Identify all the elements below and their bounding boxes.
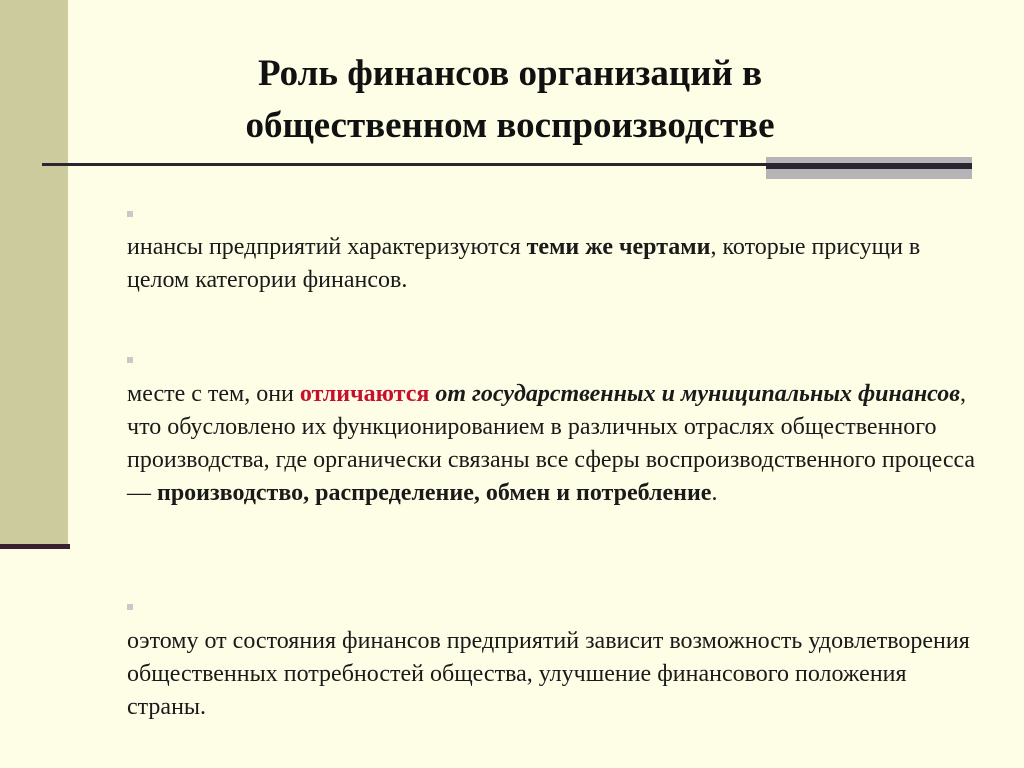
title-accent-line: [766, 166, 972, 169]
title-line-2: общественном воспроизводстве: [245, 105, 775, 146]
paragraph-3: [127, 625, 987, 724]
p3-text: оэтому от состояния финансов предприятий зависит возможность удовлетворения общественных потребностей общества, улучшение финансового положения страны.: [127, 628, 970, 720]
bullet-marker-1: [127, 211, 133, 217]
bullet-marker-2: [127, 357, 133, 363]
p2-text-g: .: [711, 480, 718, 506]
p2-text-e: , что обусловлено их функционированием в различных отраслях общественного производства, где органически связаны все сферы воспроизводственного процесса —: [127, 381, 976, 506]
side-divider: [0, 544, 70, 549]
p2-text-bold: производство, распределение, обмен и потребление: [157, 480, 712, 506]
p1-text-bold: теми же чертами: [526, 234, 711, 260]
paragraph-2: [127, 378, 987, 510]
side-band: [0, 0, 68, 545]
bullet-marker-3: [127, 604, 133, 610]
p1-text-a: инансы предприятий характеризуются: [127, 234, 527, 260]
paragraph-1: [127, 231, 987, 297]
title-line-1: Роль финансов организаций в: [257, 53, 763, 94]
p2-text-bold-italic: от государственных и муниципальных финансов: [435, 381, 960, 407]
p2-text-a: месте с тем, они: [127, 381, 300, 407]
slide-title: [150, 48, 870, 152]
p2-text-highlight: отличаются: [299, 381, 430, 407]
p1-text-c: , которые присущи в целом категории финансов.: [127, 234, 921, 293]
